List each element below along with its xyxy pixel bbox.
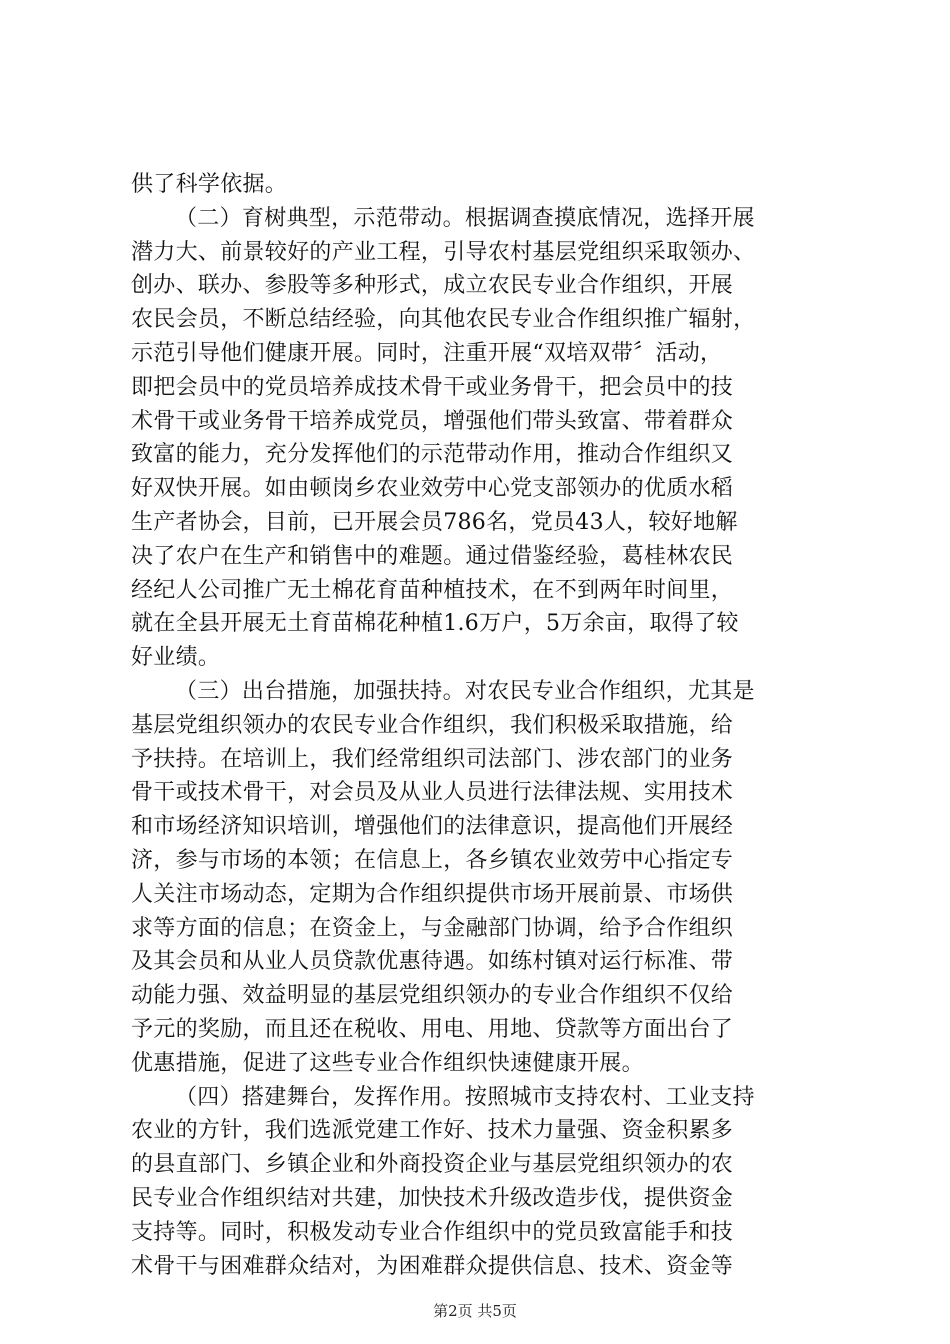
text-line: 予元的奖励，而且还在税收、用电、用地、贷款等方面出台了: [131, 1016, 734, 1042]
text-line: 农民会员，不断总结经验，向其他农民专业合作组织推广辐射，: [131, 307, 756, 333]
text-line: 农业的方针，我们选派党建工作好、技术力量强、资金积累多: [131, 1118, 734, 1144]
text-line: 生产者协会，目前，已开展会员786名，党员43人，较好地解: [131, 509, 738, 535]
text-line: 致富的能力，充分发挥他们的示范带动作用，推动合作组织又: [131, 442, 734, 468]
text-line: 济，参与市场的本领；在信息上，各乡镇农业效劳中心指定专: [131, 847, 734, 873]
text-line: 的县直部门、乡镇企业和外商投资企业与基层党组织领办的农: [131, 1152, 734, 1178]
section-heading-line: （三）出台措施，加强扶持。对农民专业合作组织，尤其是: [175, 678, 755, 704]
text-line: 民专业合作组织结对共建，加快技术升级改造步伐，提供资金: [131, 1185, 734, 1211]
text-line: 动能力强、效益明显的基层党组织领办的专业合作组织不仅给: [131, 983, 734, 1009]
text-line: 术骨干或业务骨干培养成党员，增强他们带头致富、带着群众: [131, 408, 734, 434]
text-line: 潜力大、前景较好的产业工程，引导农村基层党组织采取领办、: [131, 239, 756, 265]
text-line: 创办、联办、参股等多种形式，成立农民专业合作组织，开展: [131, 273, 734, 299]
text-line: 支持等。同时，积极发动专业合作组织中的党员致富能手和技: [131, 1219, 734, 1245]
page-number-footer: 第2页 共5页: [433, 1302, 517, 1320]
text-line: 优惠措施，促进了这些专业合作组织快速健康开展。: [131, 1050, 644, 1076]
text-line: 即把会员中的党员培养成技术骨干或业务骨干，把会员中的技: [131, 374, 734, 400]
text-line: 人关注市场动态，定期为合作组织提供市场开展前景、市场供: [131, 881, 734, 907]
text-line: 基层党组织领办的农民专业合作组织，我们积极采取措施，给: [131, 712, 734, 738]
text-line: 术骨干与困难群众结对，为困难群众提供信息、技术、资金等: [131, 1253, 734, 1279]
text-line: 骨干或技术骨干，对会员及从业人员进行法律法规、实用技术: [131, 780, 734, 806]
text-line: 好双快开展。如由顿岗乡农业效劳中心党支部领办的优质水稻: [131, 476, 734, 502]
section-heading-line: （二）育树典型，示范带动。根据调查摸底情况，选择开展: [175, 205, 755, 231]
text-line: 好业绩。: [131, 645, 221, 671]
text-line: 示范引导他们健康开展。同时，注重开展“双培双带〞活动，: [131, 340, 723, 366]
text-line: 决了农户在生产和销售中的难题。通过借鉴经验，葛桂林农民: [131, 543, 734, 569]
body-text: [131, 168, 831, 1283]
text-line: 经纪人公司推广无土棉花育苗种植技术，在不到两年时间里，: [131, 577, 734, 603]
text-line: 予扶持。在培训上，我们经常组织司法部门、涉农部门的业务: [131, 746, 734, 772]
text-line: 求等方面的信息；在资金上，与金融部门协调，给予合作组织: [131, 915, 734, 941]
text-line: 和市场经济知识培训，增强他们的法律意识，提高他们开展经: [131, 814, 734, 840]
section-heading-line: （四）搭建舞台，发挥作用。按照城市支持农村、工业支持: [175, 1084, 755, 1110]
text-line: 就在全县开展无土育苗棉花种植1.6万户，5万余亩，取得了较: [131, 611, 739, 637]
text-line: 供了科学依据。: [131, 172, 288, 197]
text-line: 及其会员和从业人员贷款优惠待遇。如练村镇对运行标准、带: [131, 949, 734, 975]
